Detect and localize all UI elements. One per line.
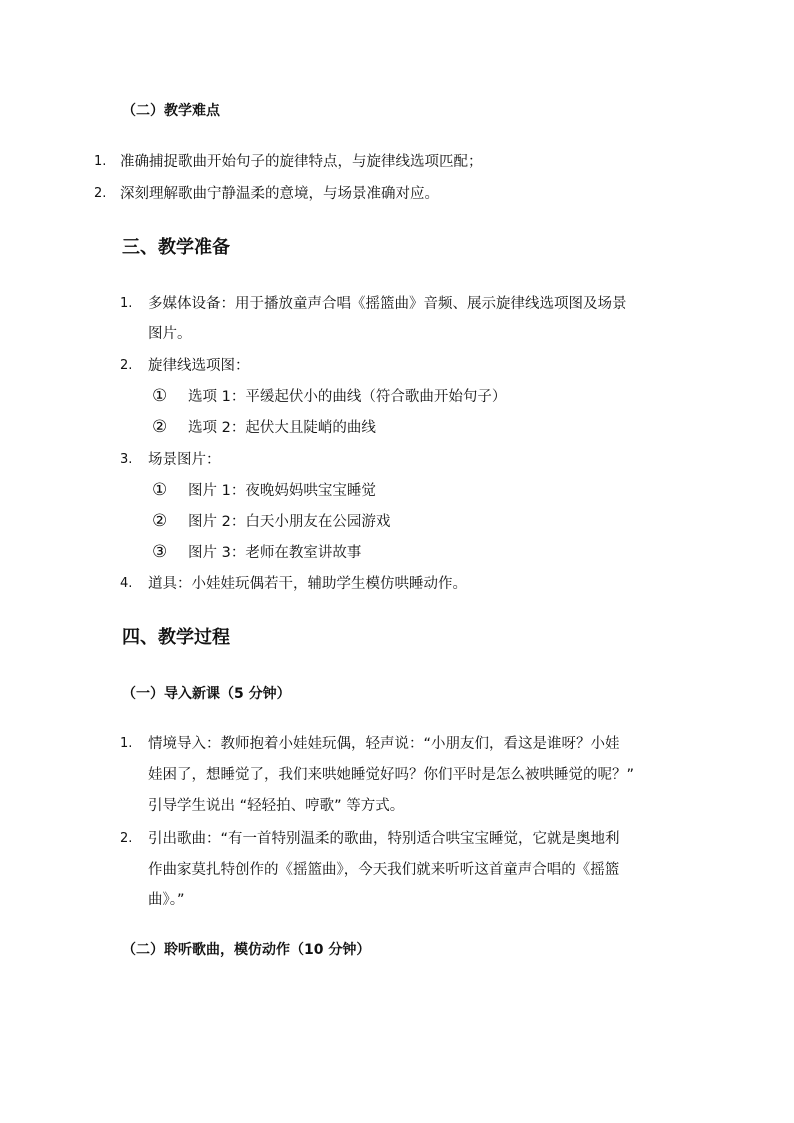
list-number: 1. (120, 296, 133, 311)
list-item-line: 引出歌曲：“有一首特别温柔的歌曲，特别适合哄宝宝睡觉，它就是奥地利 (148, 831, 620, 847)
sub-list-item: 选项 2：起伏大且陡峭的曲线 (188, 420, 376, 436)
circled-number-marker: ② (152, 511, 168, 531)
sub-list-item: 图片 2：白天小朋友在公园游戏 (188, 514, 391, 530)
list-item-line: 图片。 (148, 326, 192, 342)
sub-list-item: 图片 1：夜晚妈妈哄宝宝睡觉 (188, 483, 376, 499)
list-item: 旋律线选项图： (148, 358, 250, 374)
list-item-line: 曲》。” (148, 892, 185, 908)
sub-list-item: 图片 3：老师在教室讲故事 (188, 545, 362, 561)
list-item: 深刻理解歌曲宁静温柔的意境，与场景准确对应。 (120, 186, 439, 202)
list-item: 道具：小娃娃玩偶若干，辅助学生模仿哄睡动作。 (148, 576, 467, 592)
list-number: 4. (120, 576, 133, 591)
subsection-heading-listening: （二）聆听歌曲，模仿动作（10 分钟） (122, 942, 371, 958)
list-number: 2. (94, 186, 107, 201)
section-heading-preparation: 三、教学准备 (122, 237, 230, 258)
list-item-line: 作曲家莫扎特创作的《摇篮曲》，今天我们就来听听这首童声合唱的《摇篮 (148, 862, 620, 878)
list-item-line: 多媒体设备：用于播放童声合唱《摇篮曲》音频、展示旋律线选项图及场景 (148, 296, 627, 312)
circled-number-marker: ① (152, 480, 168, 500)
list-number: 1. (94, 154, 107, 169)
list-number: 2. (120, 358, 133, 373)
list-number: 3. (120, 452, 133, 467)
circled-number-marker: ① (152, 386, 168, 406)
list-item: 准确捕捉歌曲开始句子的旋律特点，与旋律线选项匹配； (120, 154, 483, 170)
section-heading-process: 四、教学过程 (122, 627, 230, 648)
list-item-line: 娃困了，想睡觉了，我们来哄她睡觉好吗？你们平时是怎么被哄睡觉的呢？” (148, 767, 635, 783)
subsection-heading-intro: （一）导入新课（5 分钟） (122, 686, 291, 702)
list-number: 2. (120, 831, 133, 846)
circled-number-marker: ③ (152, 542, 168, 562)
list-item-line: 情境导入：教师抱着小娃娃玩偶，轻声说：“小朋友们，看这是谁呀？小娃 (148, 736, 620, 752)
section-heading-difficulties: （二）教学难点 (122, 103, 220, 119)
sub-list-item: 选项 1：平缓起伏小的曲线（符合歌曲开始句子） (188, 389, 507, 405)
list-number: 1. (120, 736, 133, 751)
circled-number-marker: ② (152, 417, 168, 437)
list-item-line: 引导学生说出 “轻轻拍、哼歌” 等方式。 (148, 798, 405, 814)
list-item: 场景图片： (148, 452, 221, 468)
